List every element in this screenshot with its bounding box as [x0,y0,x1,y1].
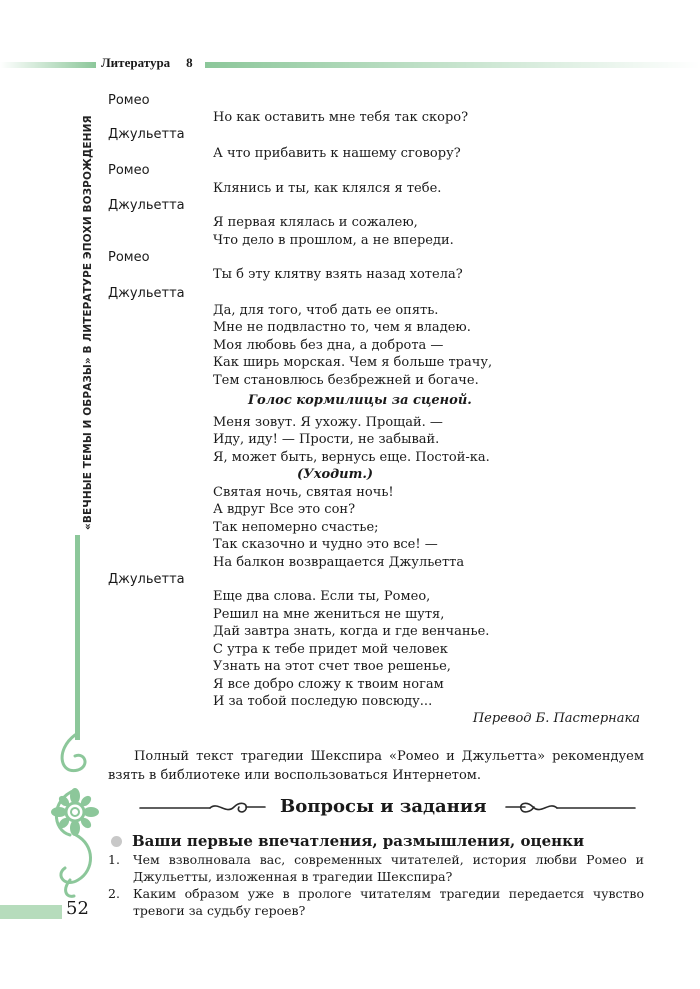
verse-line: Что дело в прошлом, а не впереди. [213,233,454,248]
running-header [101,55,193,71]
side-caption: «ВЕЧНЫЕ ТЕМЫ И ОБРАЗЫ» В ЛИТЕРАТУРЕ ЭПОХИ ВОЗРОЖДЕНИЯ [82,115,94,530]
section-title: Вопросы и задания [280,796,487,817]
question-number: 2. [108,886,120,901]
stage-direction-exit: (Уходит.) [297,467,374,482]
bullet-icon [111,836,122,847]
subheading: Ваши первые впечатления, размышления, оценки [132,832,585,850]
verse-line: Но как оставить мне тебя так скоро? [213,110,469,125]
verse-line: Я все добро сложу к твоим ногам [213,677,444,692]
header-grade: 8 [186,55,193,70]
verse-line: Решил на мне жениться не шутя, [213,607,445,622]
header-subject: Литература [101,55,171,70]
verse-line: Мне не подвластно то, чем я владею. [213,320,471,335]
verse-line: А вдруг Все это сон? [213,502,356,517]
verse-line: Иду, иду! — Прости, не забывай. [213,432,440,447]
verse-line: И за тобой последую повсюду... [213,694,433,709]
verse-line: Дай завтра знать, когда и где венчанье. [213,624,490,639]
verse-line: Узнать на этот счет твое решенье, [213,659,451,674]
speaker-romeo: Ромео [108,250,150,265]
side-rule [75,535,80,740]
speaker-juliet: Джульетта [108,286,185,301]
verse-line: Ты б эту клятву взять назад хотела? [213,267,463,282]
verse-line: Моя любовь без дна, а доброта — [213,338,444,353]
section-header [130,793,650,823]
speaker-juliet: Джульетта [108,572,185,587]
page-number: 52 [66,898,89,919]
stage-direction-nurse: Голос кормилицы за сценой. [248,393,472,408]
page-number-strip [0,905,62,919]
verse-line: Еще два слова. Если ты, Ромео, [213,589,431,604]
speaker-juliet: Джульетта [108,127,185,142]
verse-line: Клянись и ты, как клялся я тебе. [213,181,442,196]
verse-line: Как ширь морская. Чем я больше трачу, [213,355,493,370]
question-text: Чем взволновала вас, современных читателей, история любви Ромео и Джульетты, изложенная в трагедии Шекспира? [133,852,644,884]
question-text: Каким образом уже в прологе читателям трагедии передается чувство тревоги за судьбу героев? [133,886,644,918]
verse-line: С утра к тебе придет мой человек [213,642,448,657]
speaker-romeo: Ромео [108,163,150,178]
question-item [108,885,644,919]
verse-line: Да, для того, чтоб дать ее опять. [213,303,439,318]
speaker-juliet: Джульетта [108,198,185,213]
translator-credit: Перевод Б. Пастернака [472,711,640,726]
header-rule-right [205,62,700,68]
verse-line: Так непомерно счастье; [213,520,379,535]
verse-line: Так сказочно и чудно это все! — [213,537,438,552]
verse-line: Я, может быть, вернусь еще. Постой-ка. [213,450,490,465]
verse-line: Святая ночь, святая ночь! [213,485,394,500]
question-item [108,851,644,885]
verse-line: Тем становлюсь безбрежней и богаче. [213,373,479,388]
verse-line: На балкон возвращается Джульетта [213,555,465,570]
header-rule-left [0,62,96,68]
verse-line: А что прибавить к нашему сговору? [213,146,461,161]
speaker-romeo: Ромео [108,93,150,108]
verse-line: Я первая клялась и сожалею, [213,215,418,230]
reading-note: Полный текст трагедии Шекспира «Ромео и Джульетта» рекомендуем взять в библиотеке или воспользоваться Интернетом. [108,749,644,783]
floral-ornament-icon [40,730,110,900]
verse-line: Меня зовут. Я ухожу. Прощай. — [213,415,443,430]
question-number: 1. [108,852,120,867]
